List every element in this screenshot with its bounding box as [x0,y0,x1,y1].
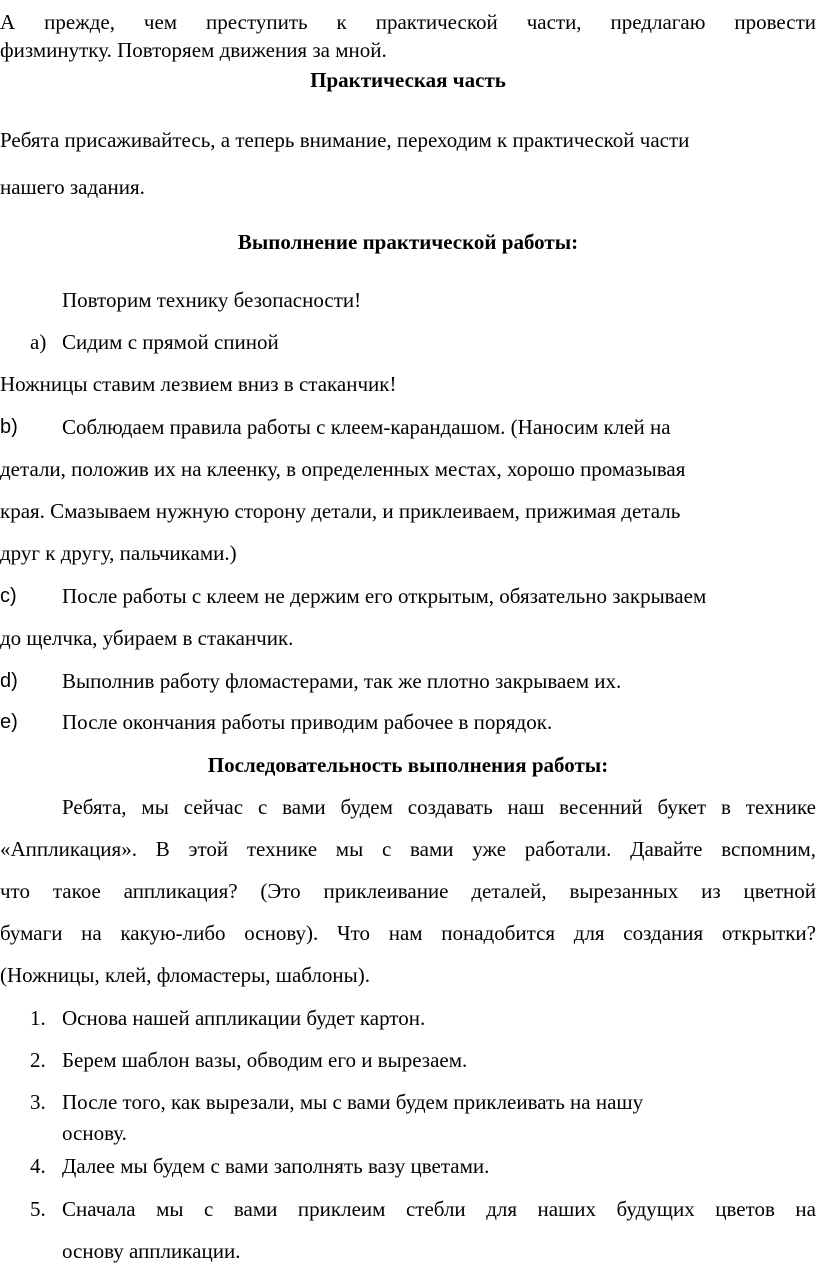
item-text: Сидим с прямой спиной [62,330,279,354]
step-number: 1. [30,1006,46,1030]
safety-c-line-2: до щелчка, убираем в стаканчик. [0,626,294,650]
step-5-line-2: основу аппликации. [62,1239,241,1263]
step-text: Берем шаблон вазы, обводим его и вырезаем. [62,1048,468,1072]
para2-line-4: бумаги на какую-либо основу). Что нам понадобится для создания открытки? [0,921,816,945]
item-marker: а) [30,330,47,354]
para2-line-1: Ребята, мы сейчас с вами будем создавать наш весенний букет в технике [62,795,816,819]
para2-line-2: «Аппликация». В этой технике мы с вами уже работали. Давайте вспомним, [0,837,816,861]
heading-sequence: Последовательность выполнения работы: [207,753,609,777]
step-text: Основа нашей аппликации будет картон. [62,1006,426,1030]
step-text: После того, как вырезали, мы с вами будем приклеивать на нашу [62,1090,644,1114]
item-marker: d) [0,670,18,692]
item-text: После окончания работы приводим рабочее в порядок. [62,710,553,734]
para2-line-3: что такое аппликация? (Это приклеивание деталей, вырезанных из цветной [0,879,816,903]
step-number: 3. [30,1090,46,1114]
heading-practical-part: Практическая часть [310,68,506,92]
intro-line-1: А прежде, чем преступить к практической части, предлагаю провести [0,10,816,34]
item-marker: c) [0,585,17,607]
intro-line-2: физминутку. Повторяем движения за мной. [0,38,387,62]
step-number: 2. [30,1048,46,1072]
para2-line-5: (Ножницы, клей, фломастеры, шаблоны). [0,963,370,987]
heading-practical-work: Выполнение практической работы: [237,230,579,254]
safety-b-line-2: детали, положив их на клеенку, в определенных местах, хорошо промазывая [0,457,686,481]
step-number: 5. [30,1197,46,1221]
step-text: Сначала мы с вами приклеим стебли для наших будущих цветов на [62,1197,816,1221]
safety-b-line-3: края. Смазываем нужную сторону детали, и приклеиваем, прижимая деталь [0,499,681,523]
safety-b-line-4: друг к другу, пальчиками.) [0,541,237,565]
item-text: После работы с клеем не держим его открытым, обязательно закрываем [62,584,707,608]
safety-scissors: Ножницы ставим лезвием вниз в стаканчик! [0,372,397,396]
item-text: Выполнив работу фломастерами, так же плотно закрываем их. [62,669,622,693]
step-text: Далее мы будем с вами заполнять вазу цветами. [62,1154,490,1178]
item-text: Соблюдаем правила работы с клеем-карандашом. (Наносим клей на [62,415,671,439]
item-marker: b) [0,416,18,438]
item-marker: e) [0,711,18,733]
step-3-line-2: основу. [62,1121,127,1145]
para1-line-2: нашего задания. [0,175,145,199]
step-number: 4. [30,1154,46,1178]
safety-title: Повторим технику безопасности! [62,288,362,312]
para1-line-1: Ребята присаживайтесь, а теперь внимание, переходим к практической части [0,128,690,152]
